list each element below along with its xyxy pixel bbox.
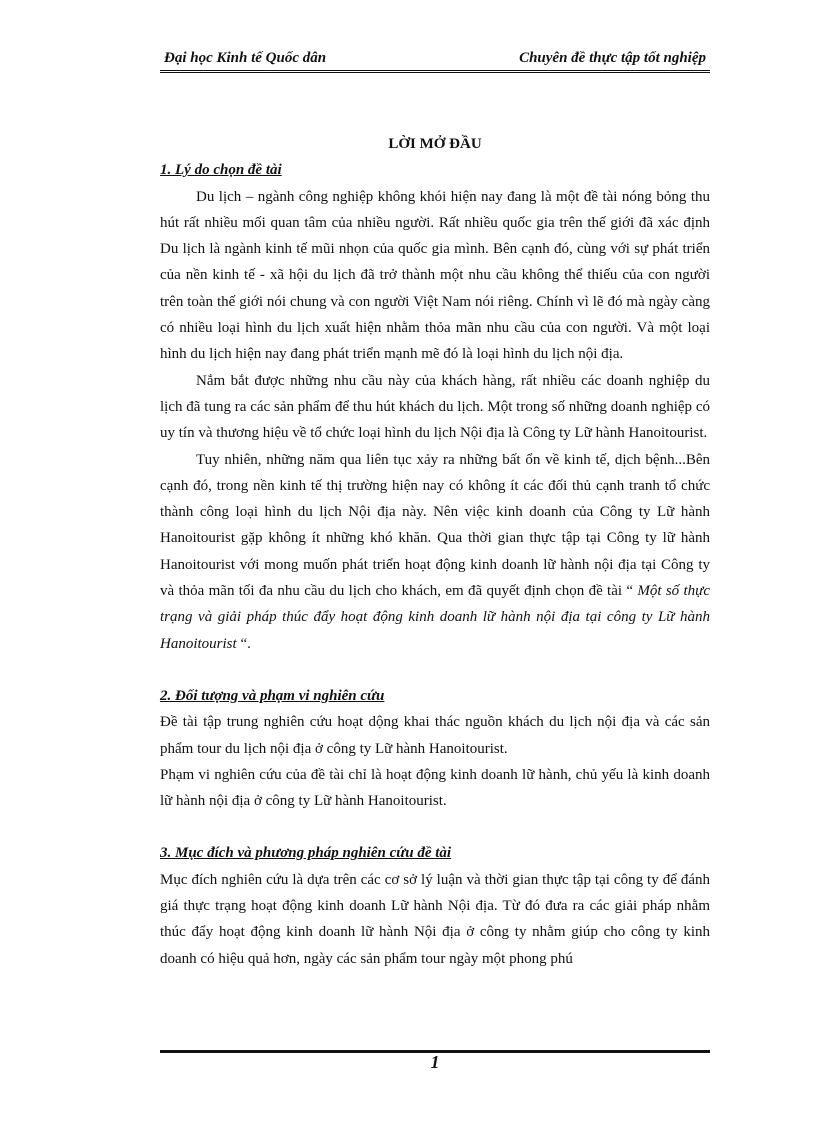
thesis-topic: Một số thực trạng và giải pháp thúc đẩy hoạt động kinh doanh lữ hành nội địa tại công ty Lữ hành Hanoitourist bbox=[160, 583, 710, 652]
section-1-heading: 1. Lý do chọn đề tài bbox=[160, 162, 282, 179]
header-document-type: Chuyên đề thực tập tốt nghiệp bbox=[519, 50, 706, 66]
page-title: LỜI MỞ ĐẦU bbox=[388, 136, 482, 152]
section-1-paragraph-3 bbox=[160, 447, 710, 657]
section-2-heading: 2. Đối tượng và phạm vi nghiên cứu bbox=[160, 687, 385, 704]
section-3-heading: 3. Mục đích và phương pháp nghiên cứu đề tài bbox=[160, 845, 452, 862]
page-body bbox=[160, 131, 710, 972]
paragraph-3-text: Tuy nhiên, những năm qua liên tục xảy ra những bất ổn về kinh tế, dịch bệnh...Bên cạnh đó, trong nền kinh tế thị trường hiện nay có không ít các đối thủ cạnh tranh tổ chức thành công loại hình du lịch Nội địa này. Nên việc kinh doanh của Công ty Lữ hành Hanoitourist gặp không ít những khó khăn. Qua thời gian thực tập tại Công ty lữ hành Hanoitourist với mong muốn phát triển hoạt động kinh doanh lữ hành nội địa tại Công ty và thỏa mãn tối đa nhu cầu du lịch cho khách, em đã quyết định chọn đề tài “ bbox=[160, 451, 710, 600]
page-number: 1 bbox=[430, 1052, 440, 1072]
section-2-paragraph-1: Đề tài tập trung nghiên cứu hoạt dộng khai thác nguồn khách du lịch nội địa và các sản phẩm tour du lịch nội địa ở công ty Lữ hành Hanoitourist. bbox=[160, 714, 710, 757]
header-university: Đại học Kinh tế Quốc dân bbox=[164, 50, 327, 66]
section-1-paragraph-2: Nắm bắt được những nhu cầu này của khách hàng, rất nhiều các doanh nghiệp du lịch đã tung ra các sản phẩm để thu hút khách du lịch. Một trong số những doanh nghiệp có uy tín và thương hiệu về tổ chức loại hình du lịch Nội địa là Công ty Lữ hành Hanoitourist. bbox=[160, 372, 710, 442]
page-header bbox=[160, 48, 710, 73]
paragraph-3-end: “. bbox=[236, 635, 251, 652]
section-2-paragraph-2: Phạm vi nghiên cứu của đề tài chỉ là hoạt động kinh doanh lữ hành, chủ yếu là kinh doanh lữ hành nội địa ở công ty Lữ hành Hanoitourist. bbox=[160, 766, 710, 810]
section-3-paragraph-1: Mục đích nghiên cứu là dựa trên các cơ sở lý luận và thời gian thực tập tại công ty để đánh giá thực trạng hoạt động kinh doanh Lữ hành Nội địa. Từ đó đưa ra các giải pháp nhằm thúc đẩy hoạt động kinh doanh lữ hành Nội địa ở công ty nhằm giúp cho công ty kinh doanh có hiệu quả hơn, ngày các sản phẩm tour ngày một phong phú bbox=[160, 871, 710, 967]
section-1-paragraph-1: Du lịch – ngành công nghiệp không khói hiện nay đang là một đề tài nóng bỏng thu hút rất nhiều mối quan tâm của nhiều người. Rất nhiều quốc gia trên thế giới đã xác định Du lịch là ngành kinh tế mũi nhọn của quốc gia mình. Bên cạnh đó, cùng với sự phát triển của nền kinh tế - xã hội du lịch đã trở thành một nhu cầu không thể thiếu của con người trên toàn thế giới nói chung và con người Việt Nam nói riêng. Chính vì lẽ đó mà ngày càng có nhiều loại hình du lịch xuất hiện nhằm thỏa mãn nhu cầu của con người. Và một loại hình du lịch hiện nay đang phát triển mạnh mẽ đó là loại hình du lịch nội địa. bbox=[160, 188, 710, 363]
